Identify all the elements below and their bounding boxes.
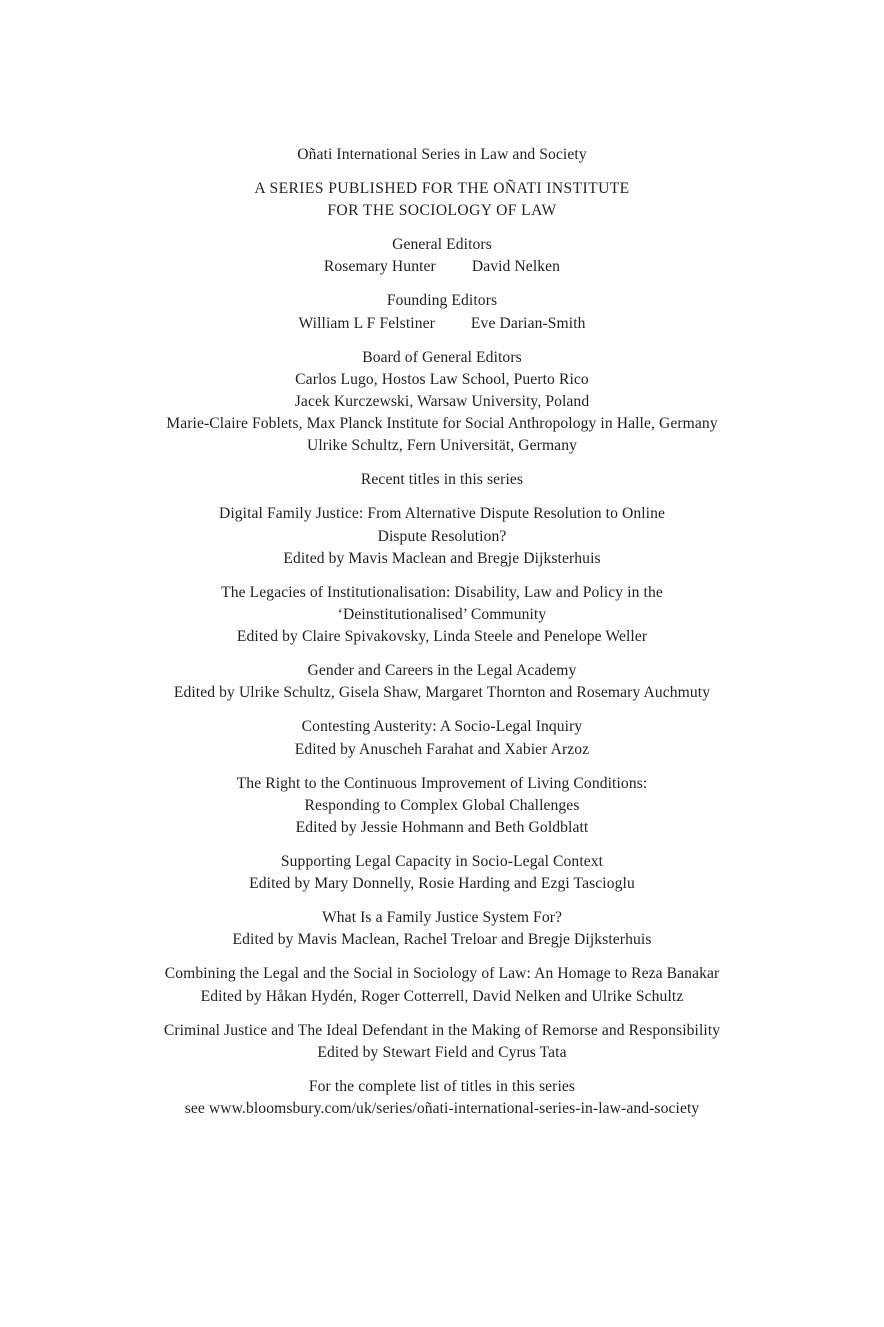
founding-editor-name: William L F Felstiner bbox=[298, 314, 435, 332]
title-line: Contesting Austerity: A Socio-Legal Inquiry bbox=[301, 718, 583, 736]
title-line: Gender and Careers in the Legal Academy bbox=[307, 662, 577, 680]
title-line: Combining the Legal and the Social in Sociology of Law: An Homage to Reza Banakar bbox=[164, 965, 720, 983]
title-editors: Edited by Anuscheh Farahat and Xabier Arzoz bbox=[294, 740, 590, 758]
series-page bbox=[0, 144, 884, 1120]
title-entry bbox=[0, 582, 884, 649]
title-entry bbox=[0, 851, 884, 895]
published-for-block bbox=[0, 178, 884, 222]
board-member: Marie-Claire Foblets, Max Planck Institute for Social Anthropology in Halle, Germany bbox=[166, 415, 718, 433]
title-line: Dispute Resolution? bbox=[377, 527, 507, 545]
title-editors: Edited by Ulrike Schultz, Gisela Shaw, Margaret Thornton and Rosemary Auchmuty bbox=[173, 684, 711, 702]
title-editors: Edited by Mary Donnelly, Rosie Harding and Ezgi Tascioglu bbox=[249, 875, 635, 893]
title-editors: Edited by Jessie Hohmann and Beth Goldblatt bbox=[295, 819, 589, 837]
footer-series-url: see www.bloomsbury.com/uk/series/oñati-international-series-in-law-and-society bbox=[184, 1100, 700, 1118]
title-line: Criminal Justice and The Ideal Defendant in the Making of Remorse and Responsibility bbox=[163, 1021, 721, 1039]
title-editors: Edited by Mavis Maclean, Rachel Treloar and Bregje Dijksterhuis bbox=[232, 931, 652, 949]
series-footer bbox=[0, 1076, 884, 1120]
series-title-block bbox=[0, 144, 884, 166]
recent-titles-heading: Recent titles in this series bbox=[360, 471, 524, 489]
general-editors-block bbox=[0, 234, 884, 278]
general-editor-name: David Nelken bbox=[471, 258, 561, 276]
board-heading: Board of General Editors bbox=[362, 348, 522, 366]
title-entry bbox=[0, 1020, 884, 1064]
title-line: Responding to Complex Global Challenges bbox=[304, 796, 580, 814]
board-member: Carlos Lugo, Hostos Law School, Puerto Rico bbox=[295, 370, 589, 388]
footer-line-1: For the complete list of titles in this series bbox=[308, 1077, 576, 1095]
title-editors: Edited by Mavis Maclean and Bregje Dijksterhuis bbox=[283, 549, 601, 567]
founding-editors-names bbox=[0, 313, 884, 335]
title-editors: Edited by Claire Spivakovsky, Linda Steele and Penelope Weller bbox=[236, 628, 648, 646]
founding-editors-heading: Founding Editors bbox=[386, 292, 498, 310]
general-editors-heading: General Editors bbox=[392, 236, 492, 254]
title-line: Digital Family Justice: From Alternative Dispute Resolution to Online bbox=[218, 505, 666, 523]
board-block bbox=[0, 347, 884, 458]
title-entry bbox=[0, 963, 884, 1007]
general-editor-name: Rosemary Hunter bbox=[323, 258, 436, 276]
title-line: Supporting Legal Capacity in Socio-Legal Context bbox=[280, 853, 604, 871]
founding-editors-block bbox=[0, 290, 884, 334]
published-for-line-1: A SERIES PUBLISHED FOR THE OÑATI INSTITUTE bbox=[254, 180, 630, 197]
title-line: The Legacies of Institutionalisation: Disability, Law and Policy in the bbox=[221, 583, 663, 601]
title-line: The Right to the Continuous Improvement of Living Conditions: bbox=[236, 774, 648, 792]
recent-titles-heading-block bbox=[0, 469, 884, 491]
title-entry bbox=[0, 773, 884, 840]
title-entry bbox=[0, 907, 884, 951]
title-entry bbox=[0, 503, 884, 570]
founding-editor-name: Eve Darian-Smith bbox=[470, 314, 586, 332]
title-editors: Edited by Håkan Hydén, Roger Cotterrell, David Nelken and Ulrike Schultz bbox=[200, 987, 684, 1005]
title-line: What Is a Family Justice System For? bbox=[321, 909, 563, 927]
title-entry bbox=[0, 660, 884, 704]
title-editors: Edited by Stewart Field and Cyrus Tata bbox=[317, 1043, 567, 1061]
board-member: Jacek Kurczewski, Warsaw University, Poland bbox=[294, 393, 590, 411]
series-title: Oñati International Series in Law and Society bbox=[297, 146, 587, 163]
title-entry bbox=[0, 716, 884, 760]
general-editors-names bbox=[0, 256, 884, 278]
title-line: ‘Deinstitutionalised’ Community bbox=[337, 606, 547, 624]
board-member: Ulrike Schultz, Fern Universität, Germany bbox=[307, 437, 577, 455]
published-for-line-2: FOR THE SOCIOLOGY OF LAW bbox=[327, 202, 557, 220]
